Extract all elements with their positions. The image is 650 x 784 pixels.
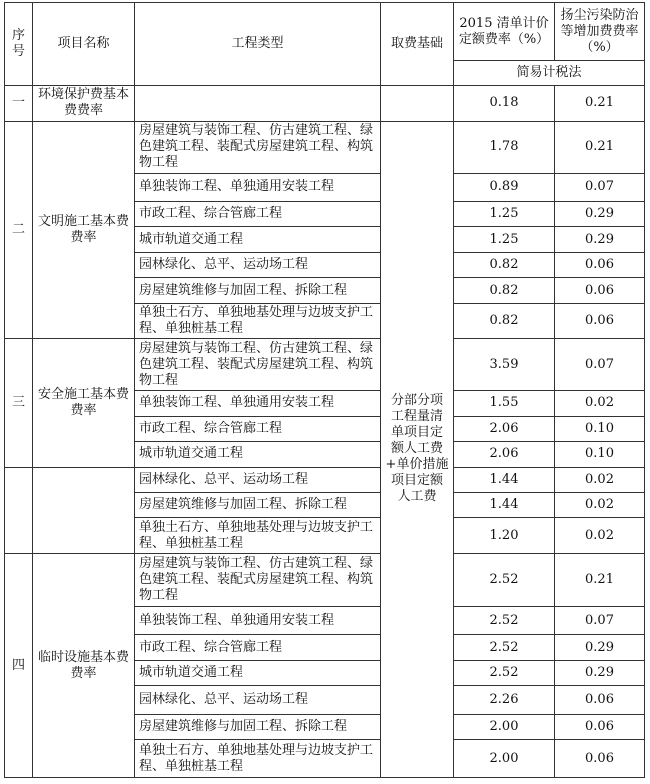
row-project-type: 单独土石方、单独地基处理与边坡支护工程、单独桩基工程 [135, 740, 381, 778]
row-project-type: 单独土石方、单独地基处理与边坡支护工程、单独桩基工程 [135, 303, 381, 339]
row-rate-2015: 2.52 [454, 660, 555, 685]
table-row [5, 86, 645, 122]
row-dust-rate: 0.10 [555, 416, 645, 441]
row-rate-2015: 1.25 [454, 227, 555, 252]
row-rate-2015: 2.52 [454, 554, 555, 607]
row-project-type: 园林绿化、总平、运动场工程 [135, 467, 381, 492]
row-dust-rate: 0.02 [555, 518, 645, 554]
row-rate-2015: 0.82 [454, 278, 555, 303]
row-rate-2015: 2.00 [454, 740, 555, 778]
row-seq: 四 [5, 554, 33, 778]
header-name: 项目名称 [33, 3, 135, 86]
row-rate-2015: 2.52 [454, 606, 555, 634]
row-project-type: 城市轨道交通工程 [135, 227, 381, 252]
row-rate-2015: 2.00 [454, 714, 555, 739]
row-seq: 二 [5, 121, 33, 339]
header-rate-2015: 2015 清单计价定额费率（%） [454, 3, 555, 61]
row-dust-rate: 0.06 [555, 278, 645, 303]
row-dust-rate: 0.06 [555, 714, 645, 739]
header-basis: 取费基础 [381, 3, 454, 86]
row-rate-2015: 0.82 [454, 303, 555, 339]
row-project-type: 园林绿化、总平、运动场工程 [135, 686, 381, 714]
row-dust-rate: 0.07 [555, 339, 645, 391]
row-rate-2015: 1.44 [454, 467, 555, 492]
row-dust-rate: 0.29 [555, 227, 645, 252]
row-seq: 一 [5, 86, 33, 122]
row-project-type: 单独装饰工程、单独通用安装工程 [135, 391, 381, 416]
row-rate-2015: 1.78 [454, 121, 555, 173]
row-dust-rate: 0.07 [555, 173, 645, 201]
row-dust-rate: 0.21 [555, 121, 645, 173]
row-project-type: 房屋建筑维修与加固工程、拆除工程 [135, 278, 381, 303]
table-row [5, 467, 645, 492]
row-dust-rate: 0.02 [555, 391, 645, 416]
row-item-name: 环境保护费基本费费率 [33, 86, 135, 122]
row-project-type: 房屋建筑与装饰工程、仿古建筑工程、绿色建筑工程、装配式房屋建筑工程、构筑物工程 [135, 339, 381, 391]
row-rate-2015: 1.55 [454, 391, 555, 416]
row-item-name: 临时设施基本费费率 [33, 554, 135, 778]
header-dust-rate: 扬尘污染防治等增加费费率（%） [555, 3, 645, 61]
row-rate-2015: 0.82 [454, 252, 555, 277]
table-row [5, 554, 645, 607]
row-project-type: 房屋建筑与装饰工程、仿古建筑工程、绿色建筑工程、装配式房屋建筑工程、构筑物工程 [135, 554, 381, 607]
row-project-type: 城市轨道交通工程 [135, 442, 381, 467]
row-dust-rate: 0.07 [555, 606, 645, 634]
basis-text: 分部分项工程量清单项目定额人工费+单价措施项目定额人工费 [381, 121, 454, 777]
row-item-name [33, 467, 135, 553]
header-tax-method: 简易计税法 [454, 61, 645, 86]
row-dust-rate: 0.06 [555, 303, 645, 339]
row-dust-rate: 0.06 [555, 740, 645, 778]
row-rate-2015: 2.06 [454, 442, 555, 467]
row-project-type: 单独土石方、单独地基处理与边坡支护工程、单独桩基工程 [135, 518, 381, 554]
row-project-type: 房屋建筑维修与加固工程、拆除工程 [135, 492, 381, 517]
row-project-type: 市政工程、综合管廊工程 [135, 201, 381, 226]
row-project-type: 市政工程、综合管廊工程 [135, 416, 381, 441]
row-seq: 三 [5, 339, 33, 467]
row-rate-2015: 2.52 [454, 635, 555, 660]
row-dust-rate: 0.29 [555, 635, 645, 660]
row-dust-rate: 0.29 [555, 660, 645, 685]
row-rate-2015: 0.89 [454, 173, 555, 201]
row-seq [5, 467, 33, 553]
row-project-type: 单独装饰工程、单独通用安装工程 [135, 173, 381, 201]
header-seq: 序号 [5, 3, 33, 86]
row-rate-2015: 1.25 [454, 201, 555, 226]
row-project-type: 单独装饰工程、单独通用安装工程 [135, 606, 381, 634]
row-project-type: 房屋建筑维修与加固工程、拆除工程 [135, 714, 381, 739]
row-dust-rate: 0.06 [555, 686, 645, 714]
row-dust-rate: 0.02 [555, 492, 645, 517]
row-rate-2015: 2.06 [454, 416, 555, 441]
row-dust-rate: 0.02 [555, 467, 645, 492]
row-item-name: 文明施工基本费费率 [33, 121, 135, 339]
fee-rate-table [4, 2, 645, 778]
row-dust-rate: 0.06 [555, 252, 645, 277]
row-rate-2015: 0.18 [454, 86, 555, 122]
row-project-type: 城市轨道交通工程 [135, 660, 381, 685]
row-basis-empty [381, 86, 454, 122]
row-rate-2015: 2.26 [454, 686, 555, 714]
table-row [5, 339, 645, 391]
row-rate-2015: 1.20 [454, 518, 555, 554]
table-body [5, 86, 645, 778]
row-dust-rate: 0.10 [555, 442, 645, 467]
row-dust-rate: 0.29 [555, 201, 645, 226]
row-dust-rate: 0.21 [555, 86, 645, 122]
table-row [5, 121, 645, 173]
row-project-type: 房屋建筑与装饰工程、仿古建筑工程、绿色建筑工程、装配式房屋建筑工程、构筑物工程 [135, 121, 381, 173]
row-dust-rate: 0.21 [555, 554, 645, 607]
row-project-type: 市政工程、综合管廊工程 [135, 635, 381, 660]
row-rate-2015: 1.44 [454, 492, 555, 517]
row-project-type: 园林绿化、总平、运动场工程 [135, 252, 381, 277]
row-rate-2015: 3.59 [454, 339, 555, 391]
row-item-name: 安全施工基本费费率 [33, 339, 135, 467]
header-type: 工程类型 [135, 3, 381, 86]
row-project-type [135, 86, 381, 122]
